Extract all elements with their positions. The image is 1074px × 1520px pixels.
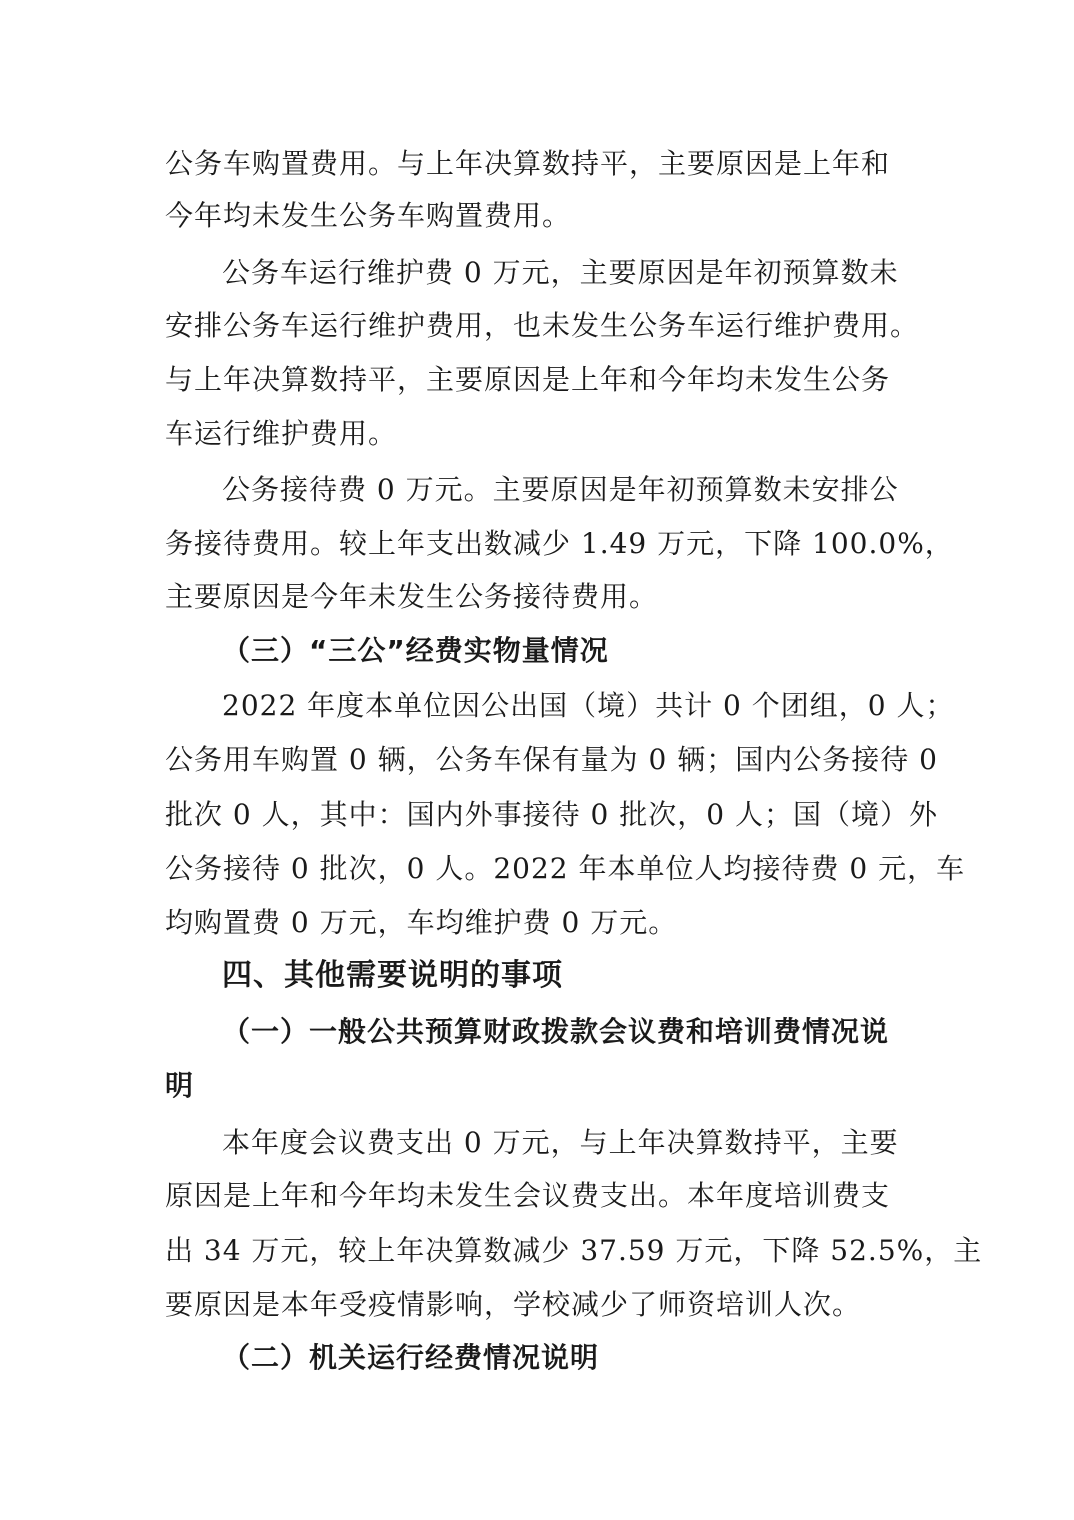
section-heading: （一）一般公共预算财政拨款会议费和培训费情况说	[222, 1015, 890, 1048]
paragraph-line: 与上年决算数持平，主要原因是上年和今年均未发生公务	[165, 363, 891, 396]
paragraph-line: 主要原因是今年未发生公务接待费用。	[165, 580, 659, 613]
paragraph-line: 务接待费用。较上年支出数减少 1.49 万元，下降 100.0%，	[165, 527, 954, 560]
paragraph-line: 公务车购置费用。与上年决算数持平，主要原因是上年和	[165, 147, 891, 180]
paragraph-line: 出 34 万元，较上年决算数减少 37.59 万元，下降 52.5%，主	[165, 1234, 983, 1267]
section-heading: （二）机关运行经费情况说明	[222, 1341, 600, 1374]
paragraph-line: 原因是上年和今年均未发生会议费支出。本年度培训费支	[165, 1179, 891, 1212]
section-heading: （三）“三公”经费实物量情况	[222, 634, 609, 667]
paragraph-line: 要原因是本年受疫情影响，学校减少了师资培训人次。	[165, 1288, 862, 1321]
paragraph-line: 车运行维护费用。	[165, 417, 398, 450]
paragraph-line: 公务接待 0 批次，0 人。2022 年本单位人均接待费 0 元，车	[165, 852, 966, 885]
paragraph-line: 2022 年度本单位因公出国（境）共计 0 个团组，0 人；	[222, 689, 955, 722]
paragraph-line: 今年均未发生公务车购置费用。	[165, 199, 572, 232]
paragraph-line: 均购置费 0 万元，车均维护费 0 万元。	[165, 906, 678, 939]
section-heading-continued: 明	[165, 1069, 195, 1102]
paragraph-line: 公务接待费 0 万元。主要原因是年初预算数未安排公	[222, 473, 899, 506]
paragraph-line: 公务用车购置 0 辆，公务车保有量为 0 辆；国内公务接待 0	[165, 743, 938, 776]
paragraph-line: 批次 0 人，其中：国内外事接待 0 批次，0 人；国（境）外	[165, 798, 938, 831]
paragraph-line: 本年度会议费支出 0 万元，与上年决算数持平，主要	[222, 1126, 899, 1159]
main-heading: 四、其他需要说明的事项	[222, 958, 563, 993]
paragraph-line: 公务车运行维护费 0 万元，主要原因是年初预算数未	[222, 256, 899, 289]
paragraph-line: 安排公务车运行维护费用，也未发生公务车运行维护费用。	[165, 309, 920, 342]
